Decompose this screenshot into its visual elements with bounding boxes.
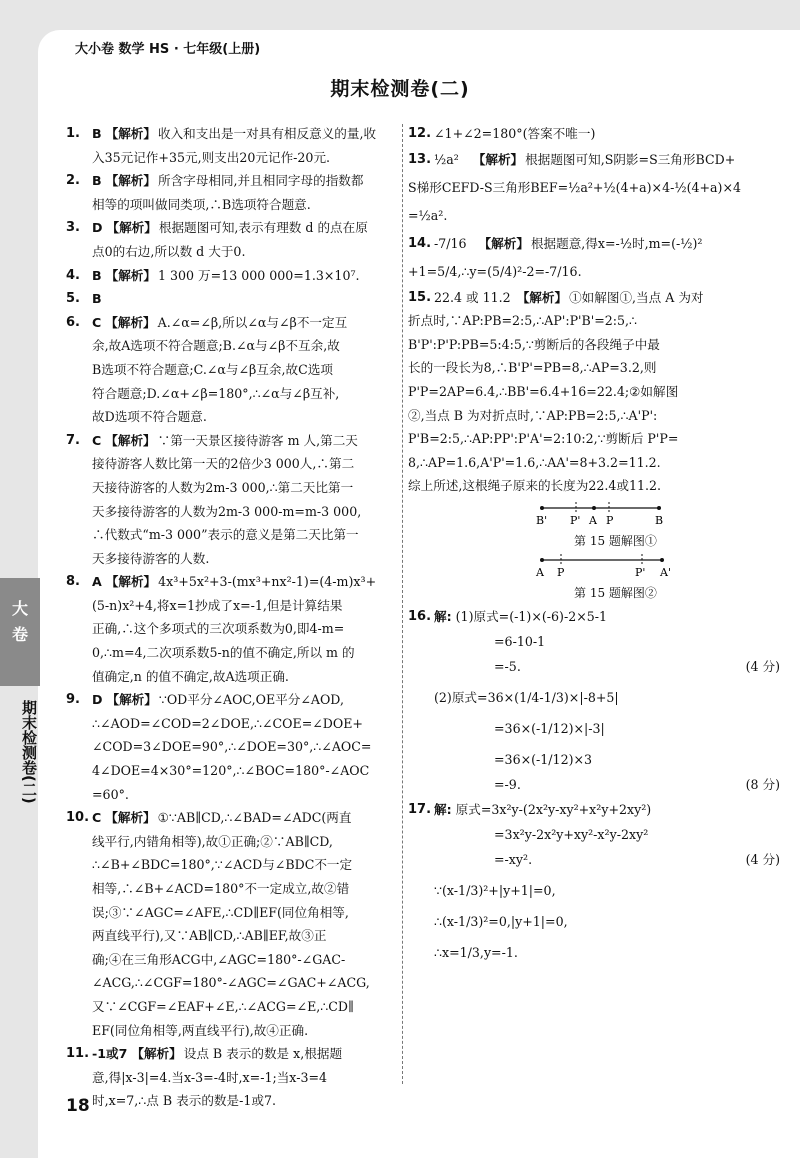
question-5: 5. B bbox=[66, 291, 102, 307]
fig2-label-p-prime: P' bbox=[635, 565, 646, 579]
figure-15-1-caption: 第 15 题解图① bbox=[574, 533, 657, 548]
question-8: 8. A 【解析】 4x³+5x²+3-(mx³+nx²-1)=(4-m)x³+ (5-n)x²+4,将x=1抄成了x=-1,但是计算结果 正确,∴这个多项式的三次项系数为0,即4-m= 0,∴m=4,二次项系数5-n的值不确定,所以 m 的 值确定,n 的值不确定,故A选项正确. bbox=[66, 574, 377, 684]
left-column bbox=[66, 122, 394, 1113]
question-16: 16. 解: (1)原式=(-1)×(-6)-2×5-1 =6-10-1 =-5. (4 分) (2)原式=36×(1/4-1/3)×|-8+5| =36×(-1/12)×|-3| =36×(-1/12)×3 =-9. (8 分) bbox=[408, 604, 780, 797]
score-16-2: (8 分) bbox=[745, 776, 780, 792]
page-title: 期末检测卷(二) bbox=[330, 78, 470, 100]
question-6: 6. C 【解析】 A.∠α=∠β,所以∠α与∠β不一定互 余,故A选项不符合题意;B.∠α与∠β不互余,故 B选项不符合题意;C.∠α与∠β互余,故C选项 符合题意;D.∠α+∠β=180°,∴∠α与∠β互补, 故D选项不符合题意. bbox=[66, 314, 348, 425]
question-2: 2. B 【解析】 所含字母相同,并且相同字母的指数都 相等的项叫做同类项,∴B选项符合题意. bbox=[66, 173, 364, 212]
fig2-label-p: P bbox=[557, 565, 565, 579]
score-16-1: (4 分) bbox=[745, 658, 780, 674]
figure-15-2-diagram bbox=[534, 552, 684, 582]
question-14: 14. -7/16 【解析】 根据题意,得x=-½时,m=(-½)² +1=5/4,∴y=(5/4)²-2=-7/16. bbox=[408, 235, 703, 279]
question-3: 3. D 【解析】 根据题图可知,表示有理数 d 的点在原 点0的右边,所以数 d 大于0. bbox=[66, 220, 368, 259]
fig1-label-p: P bbox=[606, 513, 614, 527]
question-7: 7. C 【解析】 ∵第一天景区接待游客 m 人,第二天 接待游客人数比第一天的2倍少3 000人,∴第二 天接待游客的人数为2m-3 000,∴第二天比第一 天多接待游客的人数为2m-3 000-m=m-3 000, ∴代数式“m-3 000”表示的意义是第二天比第一 天多接待游客的人数. bbox=[66, 432, 362, 566]
side-tab-label-2: 卷 bbox=[11, 625, 28, 644]
question-11: 11. -1或7 【解析】 设点 B 表示的数是 x,根据题 意,得|x-3|=4.当x-3=-4时,x=-1;当x-3=4 时,x=7,∴点 B 表示的数是-1或7. bbox=[66, 1046, 343, 1109]
fig1-label-a: A bbox=[589, 513, 597, 527]
question-10: 10. C 【解析】 ①∵AB∥CD,∴∠BAD=∠ADC(两直 线平行,内错角相等),故①正确;②∵AB∥CD, ∴∠B+∠BDC=180°,∵∠ACD与∠BDC不一定 相等,∴∠B+∠ACD=180°不一定成立,故②错 误;③∵∠AGC=∠AFE,∴CD∥EF(同位角相等, 两直线平行),又∵AB∥CD,∴AB∥EF,故③正 确;④在三角形ACG中,∠AGC=180°-∠GAC- ∠ACG,∴∠CGF=180°-∠AGC=∠GAC+∠ACG, 又∵∠CGF=∠EAF+∠E,∴∠ACG=∠E,∴CD∥ EF(同位角相等,两直线平行),故④正确. bbox=[66, 810, 370, 1038]
fig2-label-a: A bbox=[536, 565, 544, 579]
fig2-label-a-prime: A' bbox=[660, 565, 671, 579]
column-divider bbox=[402, 124, 403, 1084]
side-tab-label-1: 大 bbox=[11, 599, 28, 618]
figure-15-1-diagram bbox=[534, 500, 684, 530]
question-12: 12. ∠1+∠2=180°(答案不唯一) bbox=[408, 126, 596, 141]
fig1-label-b-prime: B' bbox=[536, 513, 548, 527]
page-number: 18 bbox=[66, 1096, 90, 1116]
fig1-label-b: B bbox=[655, 513, 664, 527]
figure-15-2 bbox=[434, 552, 780, 600]
figure-15-1 bbox=[434, 500, 780, 548]
question-1: 1. B 【解析】 收入和支出是一对具有相反意义的量,收 入35元记作+35元,则支出20元记作-20元. bbox=[66, 126, 377, 165]
question-4: 4. B 【解析】 1 300 万=13 000 000=1.3×10⁷. bbox=[66, 267, 360, 283]
score-17-1: (4 分) bbox=[745, 851, 780, 867]
figure-15-2-caption: 第 15 题解图② bbox=[574, 585, 657, 600]
side-tab bbox=[0, 578, 40, 686]
side-section-title: 期末检测卷(二) bbox=[20, 700, 38, 804]
book-header: 大小卷 数学 HS · 七年级(上册) bbox=[75, 42, 261, 57]
fig1-label-p-prime: P' bbox=[570, 513, 581, 527]
right-column bbox=[408, 122, 780, 965]
question-15: 15. 22.4 或 11.2 【解析】 ①如解图①,当点 A 为对 折点时,∵AP:PB=2:5,∴AP':P'B'=2:5,∴ B'P':P'P:PB=5:4:5,∵剪断后的各段绳子中最 长的一段长为8,∴B'P'=PB=8,∴AP=3.2,则 P'P=2AP=6.4,∴BB'=6.4+16=22.4;②如解图 ②,当点 B 为对折点时,∵AP:PB=2:5,∴A'P': P'B=2:5,∴AP:PP':P'A'=2:10:2,∵剪断后 P'P= 8,∴AP=1.6,A'P'=1.6,∴AA'=8+3.2=11.2. 综上所述,这根绳子原来的长度为22.4或11.2. B' P' A P B 第 15 题解图① A P P' A' 第 15 题解图② bbox=[408, 286, 780, 600]
question-17: 17. 解: 原式=3x²y-(2x²y-xy²+x²y+2xy²) =3x²y-2x²y+xy²-x²y-2xy² =-xy². (4 分) ∵(x-1/3)²+|y+1|=0, ∴(x-1/3)²=0,|y+1|=0, ∴x=1/3,y=-1. bbox=[408, 801, 780, 960]
question-13: 13. ½a² 【解析】 根据题图可知,S阴影=S三角形BCD+ S梯形CEFD-S三角形BEF=½a²+½(4+a)×4-½(4+a)×4 =½a². bbox=[408, 151, 742, 223]
question-9: 9. D 【解析】 ∵OD平分∠AOC,OE平分∠AOD, ∴∠AOD=∠COD=2∠DOE,∴∠COE=∠DOE+ ∠COD=3∠DOE=90°,∴∠DOE=30°,∴∠AOC= 4∠DOE=4×30°=120°,∴∠BOC=180°-∠AOC =60°. bbox=[66, 692, 372, 802]
